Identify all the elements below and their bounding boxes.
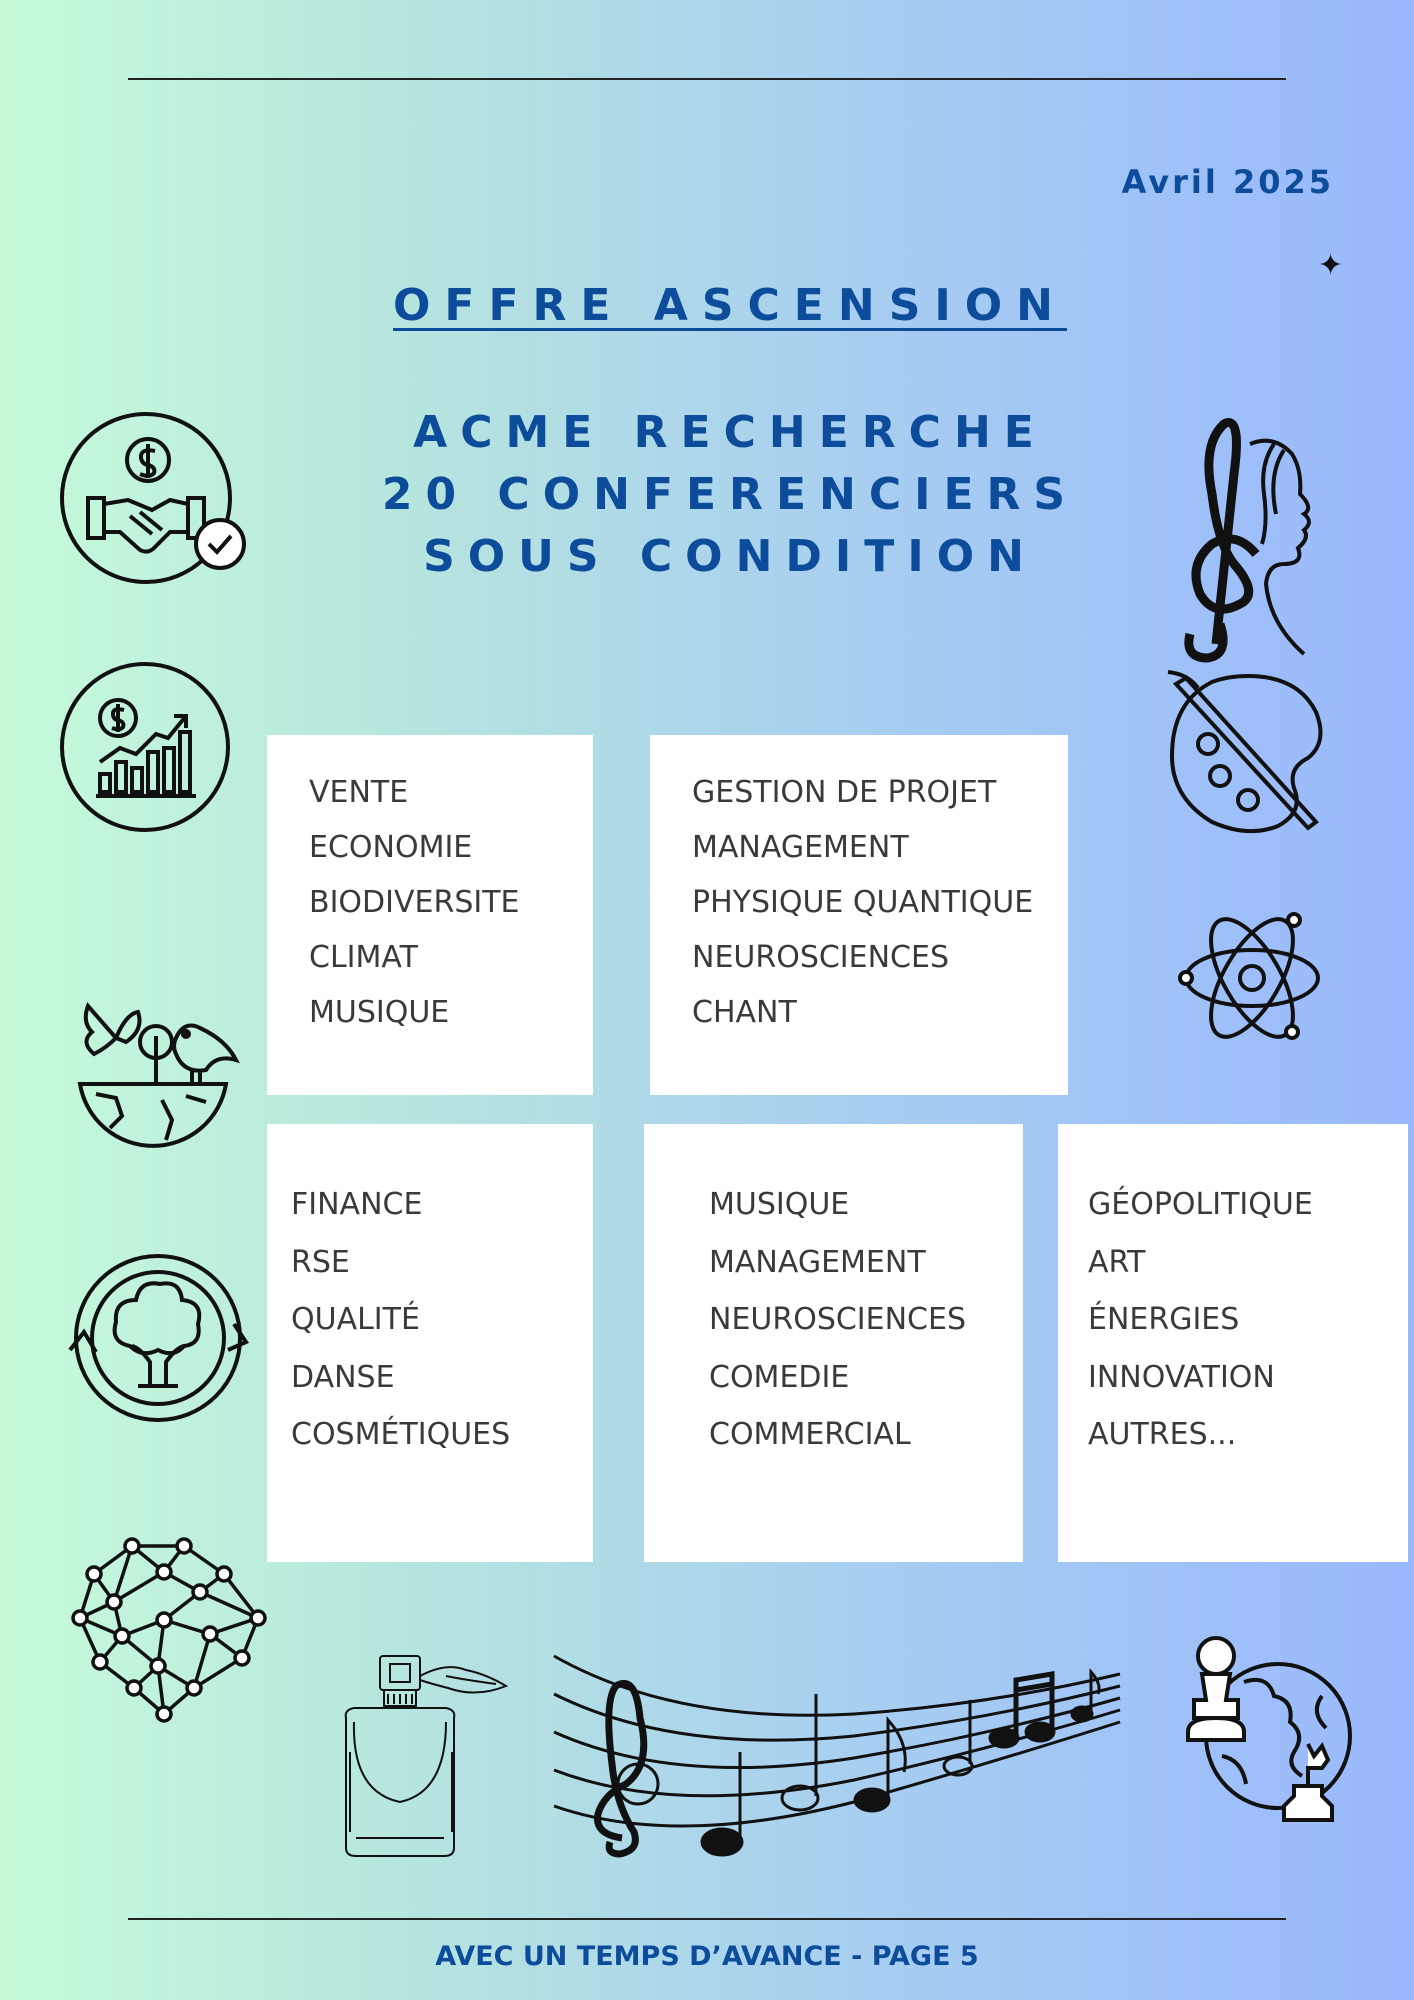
topic-item: DANSE xyxy=(291,1359,395,1395)
topic-item: GÉOPOLITIQUE xyxy=(1088,1187,1313,1222)
atom-icon xyxy=(1182,902,1324,1054)
topic-item: ECONOMIE xyxy=(309,830,473,865)
topic-item: CHANT xyxy=(692,995,797,1030)
topic-item: MANAGEMENT xyxy=(709,1244,926,1280)
topic-card-5 xyxy=(1058,1124,1408,1562)
tree-cycle-icon xyxy=(66,1254,252,1422)
art-palette-icon xyxy=(1168,672,1328,836)
topic-item: MUSIQUE xyxy=(309,995,450,1030)
topic-list xyxy=(1088,1176,1313,1464)
headline-line-2: 20 CONFERENCIERS xyxy=(381,469,1079,520)
growth-chart-icon xyxy=(60,662,230,832)
topic-item: RSE xyxy=(291,1244,350,1280)
topic-card-4 xyxy=(644,1124,1023,1562)
topic-item: NEUROSCIENCES xyxy=(692,940,949,975)
topic-item: FINANCE xyxy=(291,1187,423,1222)
topic-item: MANAGEMENT xyxy=(692,830,909,865)
neural-brain-icon xyxy=(74,1538,268,1726)
handshake-dollar-icon xyxy=(60,412,250,592)
topic-item: COSMÉTIQUES xyxy=(291,1417,511,1452)
topic-item: ÉNERGIES xyxy=(1088,1302,1240,1337)
treble-clef-face-icon xyxy=(1164,414,1334,664)
topic-card-1 xyxy=(267,735,593,1095)
topic-card-2 xyxy=(650,735,1068,1095)
topic-item: ART xyxy=(1088,1244,1146,1280)
topic-list xyxy=(291,1176,510,1464)
offer-title xyxy=(0,280,1414,331)
topic-item: COMMERCIAL xyxy=(709,1417,911,1452)
sparkle-icon: ✦ xyxy=(1318,249,1344,282)
topic-item: BIODIVERSITE xyxy=(309,885,520,920)
biodiversity-earth-icon xyxy=(76,998,238,1160)
topic-item: CLIMAT xyxy=(309,940,418,975)
music-staff-icon xyxy=(554,1654,1120,1864)
date-label: Avril 2025 xyxy=(1121,163,1334,201)
top-divider xyxy=(128,78,1286,80)
headline-line-3: SOUS CONDITION xyxy=(423,531,1037,582)
topic-item: NEUROSCIENCES xyxy=(709,1302,966,1337)
topic-item: INNOVATION xyxy=(1088,1359,1275,1395)
topic-item: GESTION DE PROJET xyxy=(692,775,997,810)
footer-text: AVEC UN TEMPS D’AVANCE - PAGE 5 xyxy=(435,1941,979,1972)
topic-item: VENTE xyxy=(309,775,409,810)
chess-globe-icon xyxy=(1182,1636,1342,1828)
bottom-divider xyxy=(128,1918,1286,1920)
topic-list xyxy=(309,765,519,1040)
headline-line-1: ACME RECHERCHE xyxy=(413,407,1047,458)
topic-item: PHYSIQUE QUANTIQUE xyxy=(692,885,1034,920)
topic-list xyxy=(692,765,1033,1040)
topic-item: MUSIQUE xyxy=(709,1187,850,1222)
topic-card-3 xyxy=(267,1124,593,1562)
topic-item: AUTRES... xyxy=(1088,1417,1237,1452)
topic-item: COMEDIE xyxy=(709,1359,850,1395)
topic-list xyxy=(709,1176,966,1464)
perfume-bottle-icon xyxy=(336,1652,506,1860)
offer-title-text: OFFRE ASCENSION xyxy=(393,280,1067,331)
topic-item: QUALITÉ xyxy=(291,1302,420,1337)
